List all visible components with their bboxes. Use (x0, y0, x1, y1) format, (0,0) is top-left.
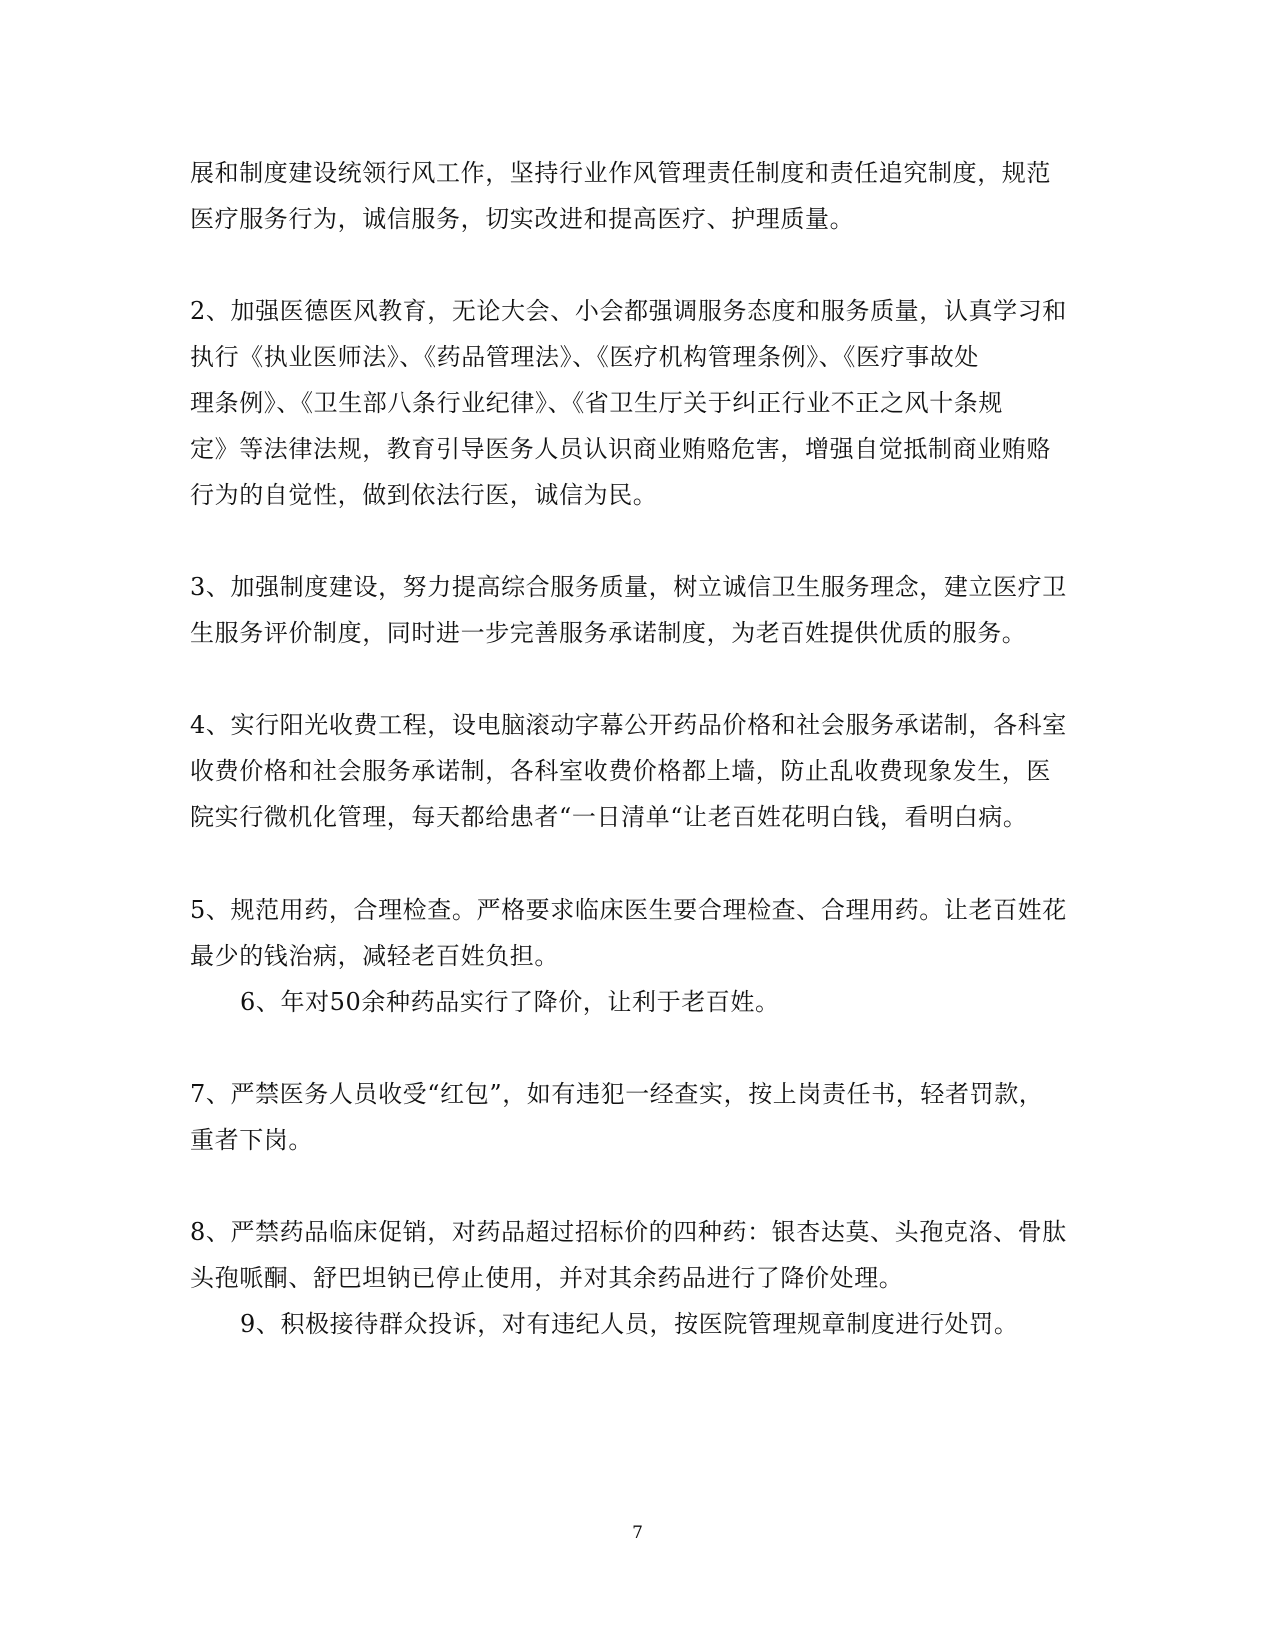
text-line: 3、加强制度建设，努力提高综合服务质量，树立诚信卫生服务理念，建立医疗卫 (190, 573, 1067, 601)
text-line: 医疗服务行为，诚信服务，切实改进和提高医疗、护理质量。 (190, 205, 855, 233)
text-line: 5、规范用药，合理检查。严格要求临床医生要合理检查、合理用药。让老百姓花 (190, 896, 1067, 924)
text-line: 理条例》、《卫生部八条行业纪律》、《省卫生厅关于纠正行业不正之风十条规 (190, 389, 1003, 417)
text-line: 定》等法律法规，教育引导医务人员认识商业贿赂危害，增强自觉抵制商业贿赂 (190, 435, 1051, 463)
text-line: 9、积极接待群众投诉，对有违纪人员，按医院管理规章制度进行处罚。 (240, 1310, 1019, 1338)
text-line: 生服务评价制度，同时进一步完善服务承诺制度，为老百姓提供优质的服务。 (190, 619, 1027, 647)
text-line: 行为的自觉性，做到依法行医，诚信为民。 (190, 481, 658, 509)
text-line: 6、年对50余种药品实行了降价，让利于老百姓。 (240, 988, 780, 1016)
text-line: 4、实行阳光收费工程，设电脑滚动字幕公开药品价格和社会服务承诺制，各科室 (190, 711, 1067, 739)
text-line: 重者下岗。 (190, 1126, 313, 1154)
text-line: 收费价格和社会服务承诺制，各科室收费价格都上墙，防止乱收费现象发生，医 (190, 757, 1051, 785)
page-number: 7 (632, 1523, 643, 1543)
text-line: 最少的钱治病，减轻老百姓负担。 (190, 942, 559, 970)
text-line: 执行《执业医师法》、《药品管理法》、《医疗机构管理条例》、《医疗事故处 (190, 343, 979, 371)
text-line: 7、严禁医务人员收受“红包”，如有违犯一经查实，按上岗责任书，轻者罚款， (190, 1080, 1044, 1108)
text-line: 院实行微机化管理，每天都给患者“一日清单“让老百姓花明白钱，看明白病。 (190, 803, 1028, 831)
text-line: 头孢哌酮、舒巴坦钠已停止使用，并对其余药品进行了降价处理。 (190, 1264, 904, 1292)
text-line: 展和制度建设统领行风工作，坚持行业作风管理责任制度和责任追究制度，规范 (190, 159, 1051, 187)
text-line: 8、严禁药品临床促销，对药品超过招标价的四种药：银杏达莫、头孢克洛、骨肽 (190, 1218, 1067, 1246)
text-line: 2、加强医德医风教育，无论大会、小会都强调服务态度和服务质量，认真学习和 (190, 297, 1067, 325)
